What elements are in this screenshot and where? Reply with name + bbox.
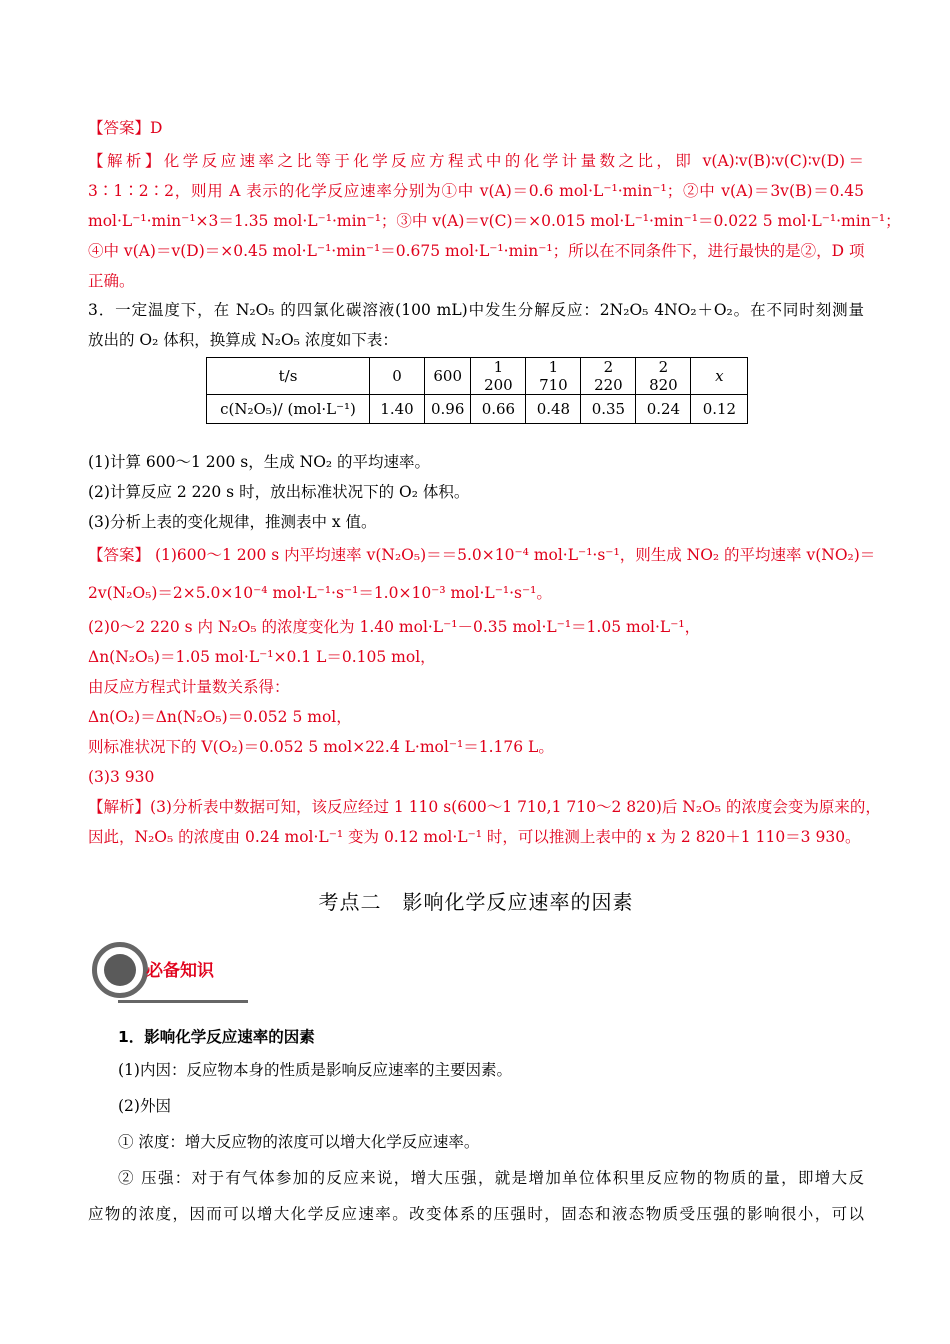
knowledge-badge	[88, 938, 258, 1008]
knowledge-pressure-2: 应物的浓度，因而可以增大化学反应速率。改变体系的压强时，固态和液态物质受压强的影响很小，可以	[88, 1205, 864, 1223]
table-cell: 2 220	[581, 358, 636, 395]
question-3-sub-1: (1)计算 600～1 200 s，生成 NO₂ 的平均速率。	[88, 453, 431, 471]
table-cell: 1 200	[471, 358, 526, 395]
table-cell: 0.66	[471, 395, 526, 424]
table-cell: c(N₂O₅)/ (mol·L⁻¹)	[207, 395, 370, 424]
knowledge-heading: 1．影响化学反应速率的因素	[118, 1028, 315, 1046]
answer-3-label: 【答案】	[88, 546, 151, 564]
question-3-line-2: 放出的 O₂ 体积，换算成 N₂O₅ 浓度如下表：	[88, 331, 398, 349]
answer-3-line-4: Δn(N₂O₅)＝1.05 mol·L⁻¹×0.1 L＝0.105 mol，	[88, 648, 436, 666]
table-cell: 600	[425, 358, 471, 395]
answer-2	[88, 116, 162, 140]
answer-3-line-1: 【答案】 (1)600～1 200 s 内平均速率 v(N₂O₅)＝＝5.0×10⁻⁴ mol·L⁻¹·s⁻¹，则生成 NO₂ 的平均速率 v(NO₂)＝	[88, 546, 876, 564]
analysis-2-line-3: mol·L⁻¹·min⁻¹×3＝1.35 mol·L⁻¹·min⁻¹；③中 v(A)＝v(C)＝×0.015 mol·L⁻¹·min⁻¹＝0.022 5 mol·L⁻¹·min⁻¹；	[88, 212, 901, 230]
table-cell: 2 820	[636, 358, 691, 395]
badge-divider	[118, 1000, 248, 1003]
answer-3-line-7: 则标准状况下的 V(O₂)＝0.052 5 mol×22.4 L·mol⁻¹＝1.176 L。	[88, 738, 554, 756]
answer-2-value: D	[150, 119, 163, 137]
concentration-table	[206, 357, 748, 424]
table-cell: 0.48	[526, 395, 581, 424]
badge-emblem-icon	[92, 942, 148, 998]
analysis-2-line-2: 3∶1∶2∶2，则用 A 表示的化学反应速率分别为①中 v(A)＝0.6 mol·L⁻¹·min⁻¹；②中 v(A)＝3v(B)＝0.45	[88, 182, 864, 200]
analysis-3-line-2: 因此，N₂O₅ 的浓度由 0.24 mol·L⁻¹ 变为 0.12 mol·L⁻¹ 时，可以推测上表中的 x 为 2 820＋1 110＝3 930。	[88, 828, 861, 846]
question-3-sub-2: (2)计算反应 2 220 s 时，放出标准状况下的 O₂ 体积。	[88, 483, 470, 501]
knowledge-concentration: ① 浓度：增大反应物的浓度可以增大化学反应速率。	[118, 1133, 480, 1151]
table-header-row	[207, 358, 748, 395]
analysis-3-line-1: 【解析】(3)分析表中数据可知，该反应经过 1 110 s(600～1 710,1 710～2 820)后 N₂O₅ 的浓度会变为原来的，	[88, 798, 881, 816]
table-cell: 0.35	[581, 395, 636, 424]
knowledge-external: (2)外因	[118, 1097, 171, 1115]
analysis-2-line-5: 正确。	[88, 272, 135, 290]
table-row	[207, 395, 748, 424]
knowledge-internal: (1)内因：反应物本身的性质是影响反应速率的主要因素。	[118, 1061, 512, 1079]
section-title: 考点二 影响化学反应速率的因素	[318, 890, 634, 914]
answer-3-line-8: (3)3 930	[88, 768, 155, 786]
table-cell: 1 710	[526, 358, 581, 395]
analysis-3-label: 【解析】	[88, 798, 151, 816]
table-cell: t/s	[207, 358, 370, 395]
answer-3-line-3: (2)0～2 220 s 内 N₂O₅ 的浓度变化为 1.40 mol·L⁻¹－0.35 mol·L⁻¹＝1.05 mol·L⁻¹，	[88, 618, 701, 636]
figure-icon	[104, 954, 136, 986]
answer-3-line-5: 由反应方程式计量数关系得：	[88, 678, 290, 696]
answer-3-line-6: Δn(O₂)＝Δn(N₂O₅)＝0.052 5 mol，	[88, 708, 352, 726]
analysis-2-line-1: 【解析】化学反应速率之比等于化学反应方程式中的化学计量数之比，即 v(A)∶v(B)∶v(C)∶v(D)＝	[88, 152, 864, 170]
table-cell: 0.96	[425, 395, 471, 424]
table-cell: 0.24	[636, 395, 691, 424]
table-cell: 0.12	[691, 395, 748, 424]
question-3-line-1: 3．一定温度下，在 N₂O₅ 的四氯化碳溶液(100 mL)中发生分解反应：2N₂O₅ 4NO₂＋O₂。在不同时刻测量	[88, 301, 864, 319]
analysis-2-line-4: ④中 v(A)＝v(D)＝×0.45 mol·L⁻¹·min⁻¹＝0.675 mol·L⁻¹·min⁻¹；所以在不同条件下，进行最快的是②，D 项	[88, 242, 865, 260]
analysis-2-label: 【解析】	[88, 152, 164, 170]
answer-3-line-2: 2v(N₂O₅)＝2×5.0×10⁻⁴ mol·L⁻¹·s⁻¹＝1.0×10⁻³ mol·L⁻¹·s⁻¹。	[88, 584, 552, 602]
question-3-sub-3: (3)分析上表的变化规律，推测表中 x 值。	[88, 513, 377, 531]
knowledge-pressure-1: ② 压强：对于有气体参加的反应来说，增大压强，就是增加单位体积里反应物的物质的量，即增大反	[118, 1169, 864, 1187]
table-cell: x	[691, 358, 748, 395]
answer-2-label: 【答案】	[88, 119, 151, 137]
table-cell: 0	[370, 358, 425, 395]
table-cell: 1.40	[370, 395, 425, 424]
badge-label: 必备知识	[146, 961, 214, 981]
